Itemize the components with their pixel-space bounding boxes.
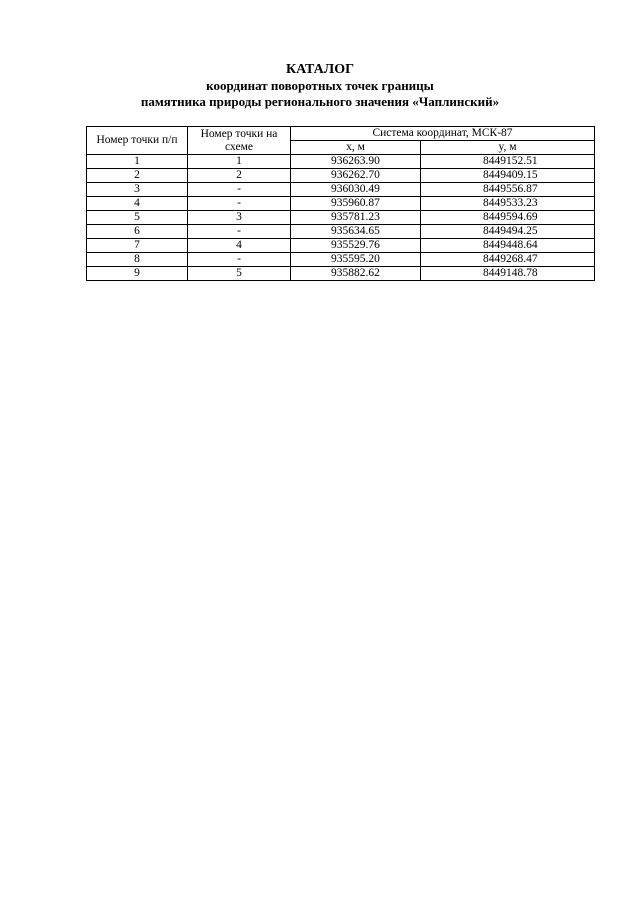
cell-y: 8449268.47 — [421, 253, 595, 267]
table-row — [87, 225, 595, 239]
cell-scheme-number: - — [188, 225, 291, 239]
table-row — [87, 211, 595, 225]
cell-point-number: 8 — [87, 253, 188, 267]
cell-y: 8449448.64 — [421, 239, 595, 253]
table-row — [87, 183, 595, 197]
header-y: y, м — [421, 141, 595, 155]
document-subtitle-line-2: памятника природы регионального значения «Чаплинский» — [140, 94, 500, 109]
cell-y: 8449556.87 — [421, 183, 595, 197]
cell-x: 936263.90 — [291, 155, 421, 169]
cell-scheme-number: 5 — [188, 267, 291, 281]
cell-scheme-number: 3 — [188, 211, 291, 225]
table-body — [87, 155, 595, 281]
header-scheme-number: Номер точки на схеме — [188, 127, 291, 155]
table-row — [87, 253, 595, 267]
cell-y: 8449533.23 — [421, 197, 595, 211]
table-row — [87, 197, 595, 211]
cell-y: 8449152.51 — [421, 155, 595, 169]
cell-x: 936262.70 — [291, 169, 421, 183]
cell-x: 935882.62 — [291, 267, 421, 281]
cell-x: 935634.65 — [291, 225, 421, 239]
table-header-row — [87, 127, 595, 141]
cell-scheme-number: 1 — [188, 155, 291, 169]
table-row — [87, 155, 595, 169]
cell-scheme-number: 4 — [188, 239, 291, 253]
cell-point-number: 7 — [87, 239, 188, 253]
cell-point-number: 9 — [87, 267, 188, 281]
table-row — [87, 267, 595, 281]
header-point-number: Номер точки п/п — [87, 127, 188, 155]
cell-x: 935529.76 — [291, 239, 421, 253]
table-row — [87, 239, 595, 253]
cell-scheme-number: 2 — [188, 169, 291, 183]
document-title: КАТАЛОГ — [285, 62, 354, 77]
cell-y: 8449594.69 — [421, 211, 595, 225]
cell-point-number: 4 — [87, 197, 188, 211]
table-row — [87, 169, 595, 183]
cell-scheme-number: - — [188, 183, 291, 197]
cell-y: 8449494.25 — [421, 225, 595, 239]
cell-x: 936030.49 — [291, 183, 421, 197]
header-coordinate-system: Система координат, МСК-87 — [291, 127, 595, 141]
cell-point-number: 2 — [87, 169, 188, 183]
document-subtitle-line-1: координат поворотных точек границы — [206, 78, 434, 93]
cell-point-number: 5 — [87, 211, 188, 225]
cell-point-number: 3 — [87, 183, 188, 197]
cell-x: 935960.87 — [291, 197, 421, 211]
cell-y: 8449409.15 — [421, 169, 595, 183]
cell-point-number: 1 — [87, 155, 188, 169]
cell-point-number: 6 — [87, 225, 188, 239]
cell-x: 935595.20 — [291, 253, 421, 267]
cell-y: 8449148.78 — [421, 267, 595, 281]
header-x: x, м — [291, 141, 421, 155]
cell-x: 935781.23 — [291, 211, 421, 225]
coordinates-table — [86, 126, 595, 281]
document-header — [0, 62, 640, 110]
cell-scheme-number: - — [188, 253, 291, 267]
cell-scheme-number: - — [188, 197, 291, 211]
